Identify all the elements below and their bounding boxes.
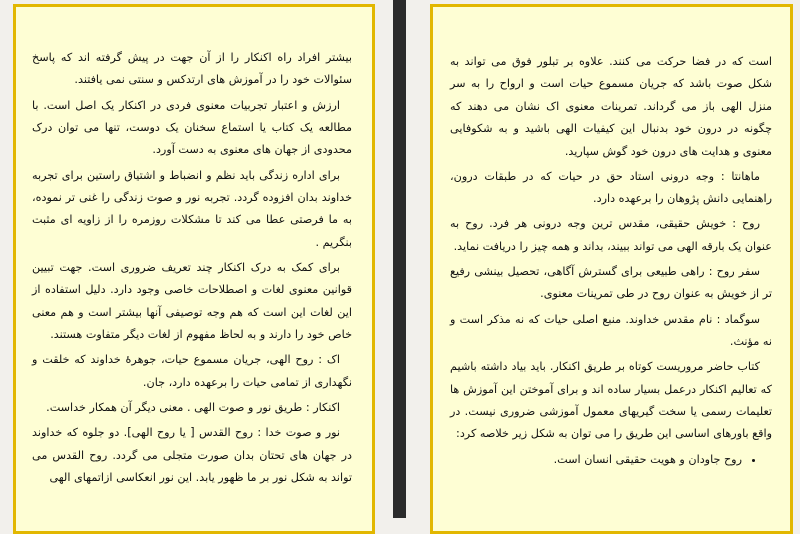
paragraph: برای اداره زندگی باید نظم و انضباط و اشتیاق راستین برای تجربه خداوند بدان افزوده گردد. تجربه نور و صوت زندگی را غنی تر نموده، به ما فرصتی عطا می کند تا مشکلات روزمره را از زاویه ای مثبت بنگریم . (32, 168, 352, 249)
right-page (430, 4, 793, 534)
definition-mahanta: ماهانتا : وجه درونی استاد حق در حیات که در طبقات درون، راهنمایی دانش پژوهان را برعهده دارد. (450, 169, 772, 206)
definition-eckankar: اکنکار : طریق نور و صوت الهی . معنی دیگر آن همکار خداست. (46, 401, 340, 415)
definition-light-and-sound: نور و صوت خدا : روح القدس [ یا روح الهی]. دو جلوه که خداوند در جهان های تحتان بدان صورت متجلی می گردد. روح القدس می تواند به شکل نور بر ما ظهور یابد. این نور انعکاسی ازاتمهای الهی (32, 426, 352, 485)
definition-sugmad: سوگماد : نام مقدس خداوند. منبع اصلی حیات که نه مذکر است و نه مؤنث. (450, 312, 772, 349)
definition-soul-travel: سفر روح : راهی طبیعی برای گسترش آگاهی، تحصیل بینشی رفیع تر از خویش به عنوان روح در طی تمرینات معنوی. (450, 265, 772, 301)
paragraph: برای کمک به درک اکنکار چند تعریف ضروری است. جهت تبیین قوانین معنوی لغات و اصطلاحات خاصی وجود دارد. دلیل استفاده از این لغات این است که هم وجه توصیفی آنها بیشتر است و هم معنی خاص خود را دارند و به لحاظ مفهوم از لغات دیگر متفاوت هستند. (32, 261, 352, 342)
paragraph: ارزش و اعتبار تجربیات معنوی فردی در اکنکار یک اصل است. با مطالعه یک کتاب یا استماع سخنان یک دوست، تنها می توان درک محدودی از جهان های معنوی به دست آورد. (32, 98, 352, 157)
list-item: • روح جاودان و هویت حقیقی انسان است. (450, 449, 742, 471)
definition-ek: اک : روح الهی، جریان مسموع حیات، جوهرۀ خداوند که خلقت و نگهداری از تمامی حیات را برعهده دارد، جان. (32, 353, 352, 389)
page-gutter (393, 0, 406, 518)
definition-soul: روح : خویش حقیقی، مقدس ترین وجه درونی هر فرد. روح به عنوان یک بارقه الهی می تواند ببیند، بداند و همه چیز را دریافت نماید. (450, 217, 772, 253)
left-page (13, 4, 375, 534)
beliefs-list (450, 449, 772, 471)
paragraph: است که در فضا حرکت می کنند. علاوه بر تبلور فوق می تواند به شکل صوت باشد که جریان مسموع حیات است و ارواح را به سر منزل الهی باز می گرداند. تمرینات معنوی اک نشان می دهند که چگونه در درون خود بدنبال این کیفیات الهی باشید و به شکوفایی معنوی و هدایت های درون خود گوش سپارید. (450, 55, 772, 158)
right-page-text (433, 7, 790, 471)
left-page-text (16, 7, 372, 490)
paragraph: بیشتر افراد راه اکنکار را از آن جهت در پیش گرفته اند که پاسخ سئوالات خود را در آموزش های ارتدکس و سنتی نمی یافتند. (32, 51, 352, 87)
paragraph: کتاب حاضر مروریست کوتاه بر طریق اکنکار. باید بیاد داشته باشیم که تعالیم اکنکار درعمل بسیار ساده اند و برای آموختن این آموزش ها تعلیمات رسمی یا سخت گیریهای معمول آموزشی ضروری نیست. در واقع باورهای اساسی این طریق را می توان به شکل زیر خلاصه کرد: (450, 360, 772, 441)
